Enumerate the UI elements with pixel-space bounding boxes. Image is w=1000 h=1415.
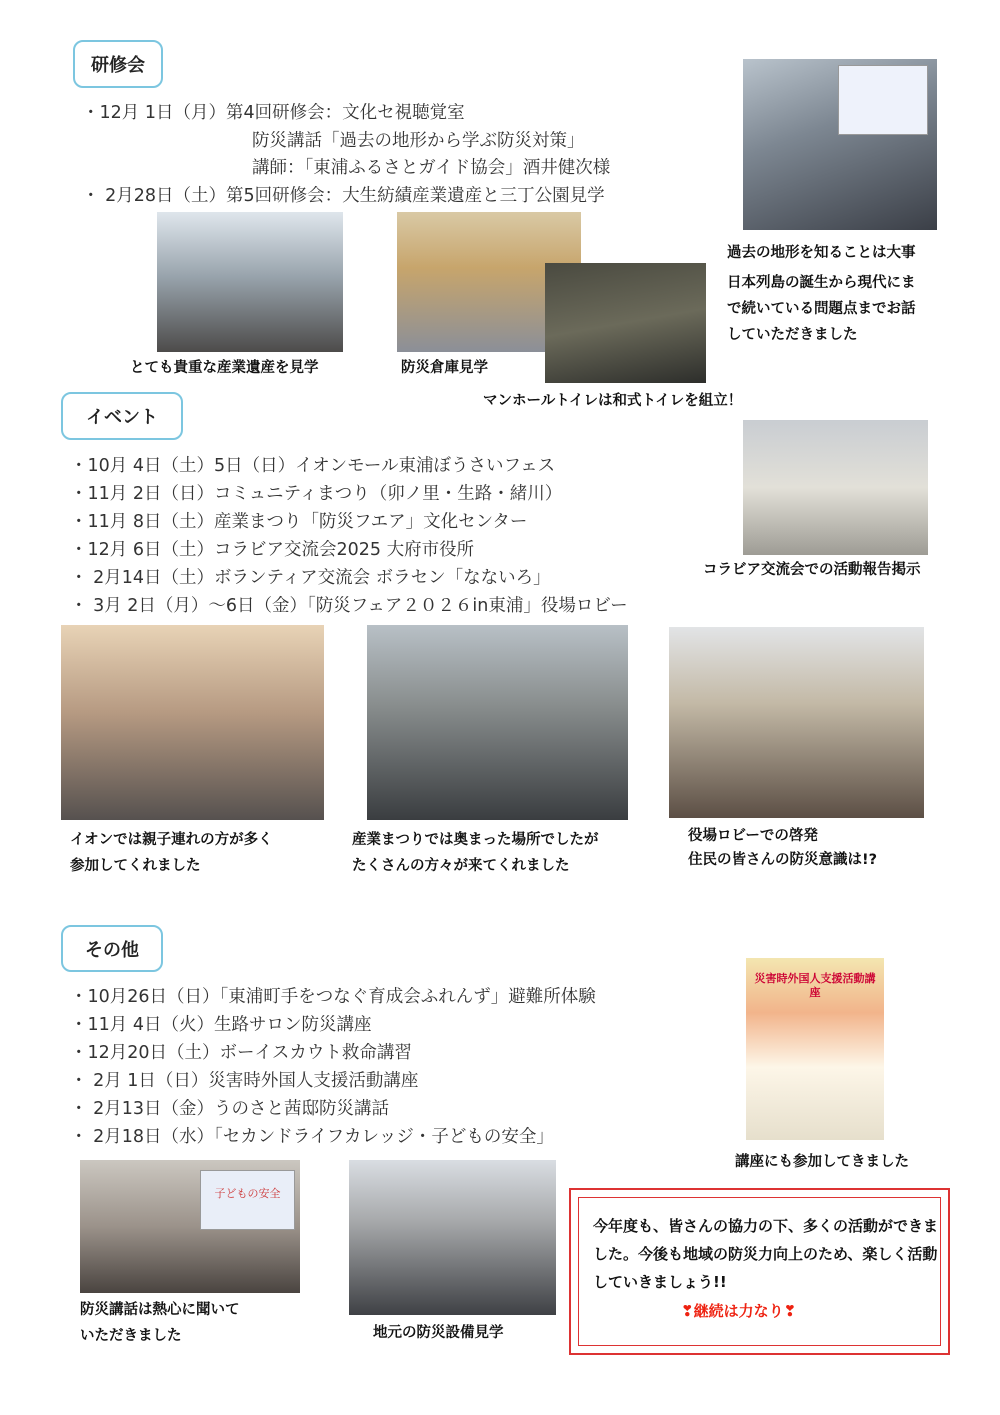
caption-lobby: 住民の皆さんの防災意識は!? — [688, 852, 878, 868]
aeon-photo — [61, 625, 324, 820]
kenshu-line: 防災講話「過去の地形から学ぶ防災対策」 — [252, 131, 585, 151]
lecture-photo — [743, 59, 937, 230]
caption-aeon: イオンでは親子連れの方が多く — [70, 832, 273, 848]
other-line: ・ 2月18日（水）「セカンドライフカレッジ・子どもの安全」 — [70, 1127, 554, 1147]
seminar-flyer — [746, 958, 884, 1140]
caption-collabia: コラビア交流会での活動報告掲示 — [703, 562, 921, 578]
other-line: ・ 2月13日（金）うのさと茜邸防災講話 — [70, 1099, 389, 1119]
equipment-photo — [349, 1160, 556, 1315]
kenshu-line: 講師：「東浦ふるさとガイド協会」酒井健次様 — [252, 158, 611, 178]
section-heading-other: その他 — [61, 925, 163, 972]
caption-aeon: 参加してくれました — [70, 858, 201, 874]
event-line: ・ 3月 2日（月）～6日（金）「防災フェア２０２６in東浦」役場ロビー — [70, 596, 628, 616]
caption-toilet: マンホールトイレは和式トイレを組立！ — [483, 393, 743, 409]
event-line: ・ 2月14日（土）ボランティア交流会 ボラセン「なないろ」 — [70, 568, 551, 588]
other-line: ・ 2月 1日（日）災害時外国人支援活動講座 — [70, 1071, 419, 1091]
other-line: ・12月20日（土）ボーイスカウト救命講習 — [70, 1043, 412, 1063]
lobby-photo — [669, 627, 924, 818]
caption-lecture: で続いている問題点までお話 — [727, 301, 916, 317]
other-line: ・11月 4日（火）生路サロン防災講座 — [70, 1015, 372, 1035]
kenshu-line: ・12月 1日（月）第4回研修会：文化セ視聴覚室 — [82, 103, 465, 123]
other-line: ・10月26日（日）「東浦町手をつなぐ育成会ふれんず」避難所体験 — [70, 987, 596, 1007]
heritage-photo — [157, 212, 343, 352]
sangyo-photo — [367, 625, 628, 820]
caption-sangyo: 産業まつりでは奥まった場所でしたが — [352, 832, 599, 848]
event-line: ・12月 6日（土）コラビア交流会2025 大府市役所 — [70, 540, 475, 560]
closing-message-box — [569, 1188, 950, 1355]
section-heading-kenshu: 研修会 — [73, 40, 163, 88]
caption-flyer: 講座にも参加してきました — [735, 1154, 909, 1170]
talk-photo — [80, 1160, 300, 1293]
caption-sangyo: たくさんの方々が来てくれました — [352, 858, 570, 874]
collabia-photo — [743, 420, 928, 555]
caption-warehouse: 防災倉庫見学 — [401, 360, 488, 376]
projection-screen: 子どもの安全 — [200, 1170, 295, 1230]
caption-lobby: 役場ロビーでの啓発 — [688, 828, 818, 844]
caption-talk: いただきました — [80, 1328, 182, 1344]
section-heading-event: イベント — [61, 392, 183, 440]
caption-lecture: 日本列島の誕生から現代にま — [727, 275, 916, 291]
event-line: ・11月 8日（土）産業まつり「防災フエア」文化センター — [70, 512, 528, 532]
caption-lecture: していただきました — [727, 327, 858, 343]
caption-heritage: とても貴重な産業遺産を見学 — [130, 360, 319, 376]
caption-talk: 防災講話は熱心に聞いて — [80, 1302, 240, 1318]
closing-message: 今年度も、皆さんの協力の下、多くの活動ができました。今後も地域の防災力向上のため、楽しく活動していきましょう!! — [593, 1217, 939, 1291]
caption-equipment: 地元の防災設備見学 — [373, 1325, 504, 1341]
caption-lecture: 過去の地形を知ることは大事 — [727, 245, 916, 261]
motto: ❣継続は力なり❣ — [681, 1302, 797, 1320]
event-line: ・11月 2日（日）コミュニティまつり（卯ノ里・生路・緒川） — [70, 484, 563, 504]
event-line: ・10月 4日（土）5日（日）イオンモール東浦ぼうさいフェス — [70, 456, 556, 476]
flyer-title: 災害時外国人支援活動講座 — [754, 972, 876, 999]
toilet-photo — [545, 263, 706, 383]
kenshu-line: ・ 2月28日（土）第5回研修会：大生紡績産業遺産と三丁公園見学 — [82, 186, 605, 206]
